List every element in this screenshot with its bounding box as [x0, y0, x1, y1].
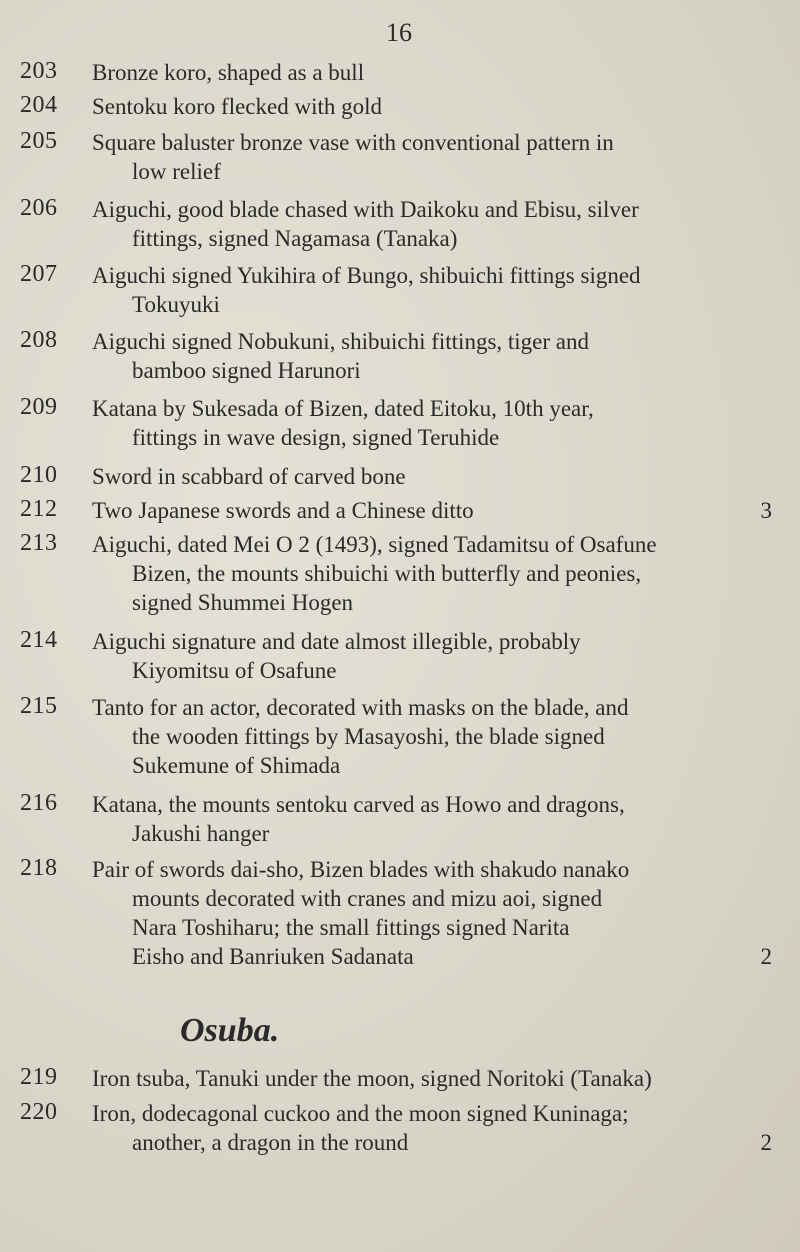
- description-line: Two Japanese swords and a Chinese ditto: [92, 498, 474, 523]
- description-line: Bizen, the mounts shibuichi with butterfly and peonies,: [132, 561, 642, 586]
- lot-number: 214: [20, 627, 58, 653]
- lot-description: [92, 530, 782, 617]
- lot-number: 215: [20, 693, 58, 719]
- description-line: Kiyomitsu of Osafune: [132, 658, 337, 683]
- lot-quantity: 2: [760, 944, 772, 969]
- lot-description: [92, 790, 782, 848]
- lot-description: [92, 627, 782, 685]
- lot-number: 212: [20, 496, 58, 522]
- lot-number: 218: [20, 855, 58, 881]
- description-line: Nara Toshiharu; the small fittings signed Narita: [132, 915, 570, 940]
- description-line: the wooden fittings by Masayoshi, the blade signed: [132, 724, 605, 749]
- description-line: Tokuyuki: [132, 292, 220, 317]
- lot-description: [92, 496, 782, 525]
- lot-number: 219: [20, 1064, 58, 1090]
- description-line: bamboo signed Harunori: [132, 358, 361, 383]
- lot-number: 207: [20, 261, 58, 287]
- lot-description: [92, 92, 782, 121]
- lot-description: [92, 261, 782, 319]
- description-line: Jakushi hanger: [132, 821, 270, 846]
- lot-description: [92, 128, 782, 186]
- lot-description: [92, 195, 782, 253]
- lot-number: 213: [20, 530, 58, 556]
- description-line: Iron tsuba, Tanuki under the moon, signed Noritoki (Tanaka): [92, 1066, 652, 1091]
- description-line: Aiguchi, good blade chased with Daikoku and Ebisu, silver: [92, 197, 639, 222]
- description-line: mounts decorated with cranes and mizu aoi, signed: [132, 886, 603, 911]
- lot-description: [92, 1064, 782, 1093]
- description-line: low relief: [132, 159, 221, 184]
- description-line: Aiguchi, dated Mei O 2 (1493), signed Tadamitsu of Osafune: [92, 532, 657, 557]
- lot-description: [92, 394, 782, 452]
- description-line: Katana, the mounts sentoku carved as Howo and dragons,: [92, 792, 625, 817]
- lot-description: [92, 462, 782, 491]
- lot-number: 205: [20, 128, 58, 154]
- description-line: Sword in scabbard of carved bone: [92, 464, 406, 489]
- description-line: Katana by Sukesada of Bizen, dated Eitoku, 10th year,: [92, 396, 594, 421]
- description-line: signed Shummei Hogen: [132, 590, 354, 615]
- description-line: Aiguchi signature and date almost illegible, probably: [92, 629, 581, 654]
- description-line: Pair of swords dai-sho, Bizen blades with shakudo nanako: [92, 857, 630, 882]
- lot-description: [92, 855, 782, 971]
- description-line: Aiguchi signed Nobukuni, shibuichi fittings, tiger and: [92, 329, 590, 354]
- description-line: fittings, signed Nagamasa (Tanaka): [132, 226, 458, 251]
- lot-quantity: 2: [760, 1130, 772, 1155]
- page-number: 16: [386, 18, 412, 47]
- lot-quantity: 3: [760, 498, 772, 523]
- description-line: Square baluster bronze vase with conventional pattern in: [92, 130, 614, 155]
- description-line: Iron, dodecagonal cuckoo and the moon signed Kuninaga;: [92, 1101, 629, 1126]
- lot-description: [92, 327, 782, 385]
- lot-number: 206: [20, 195, 58, 221]
- section-heading: Osuba.: [180, 1012, 280, 1049]
- description-line: fittings in wave design, signed Teruhide: [132, 425, 500, 450]
- lot-number: 203: [20, 58, 58, 84]
- description-line: Eisho and Banriuken Sadanata: [132, 944, 414, 969]
- description-line: another, a dragon in the round: [132, 1130, 409, 1155]
- lot-number: 209: [20, 394, 58, 420]
- description-line: Sentoku koro flecked with gold: [92, 94, 383, 119]
- description-line: Sukemune of Shimada: [132, 753, 341, 778]
- lot-description: [92, 1099, 782, 1157]
- lot-description: [92, 58, 782, 87]
- lot-number: 220: [20, 1099, 58, 1125]
- lot-number: 210: [20, 462, 58, 488]
- description-line: Aiguchi signed Yukihira of Bungo, shibuichi fittings signed: [92, 263, 641, 288]
- lot-number: 204: [20, 92, 58, 118]
- lot-description: [92, 693, 782, 780]
- description-line: Tanto for an actor, decorated with masks on the blade, and: [92, 695, 629, 720]
- description-line: Bronze koro, shaped as a bull: [92, 60, 365, 85]
- lot-number: 216: [20, 790, 58, 816]
- lot-number: 208: [20, 327, 58, 353]
